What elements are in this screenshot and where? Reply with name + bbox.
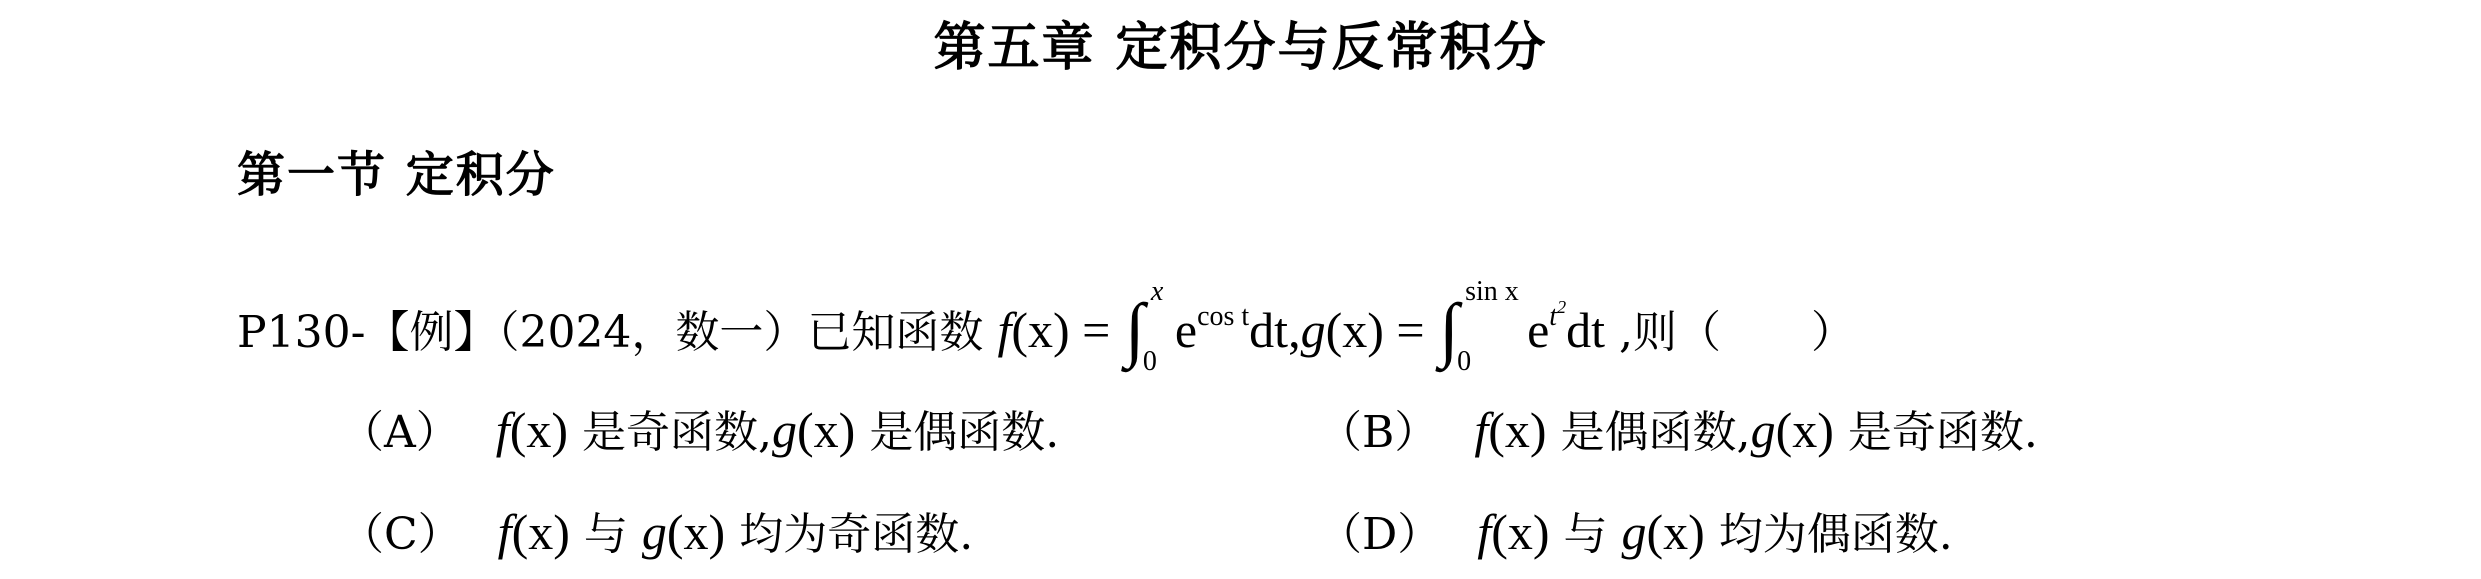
- option-c-g-arg: (x): [666, 504, 726, 560]
- option-b-g-arg: (x): [1775, 402, 1834, 458]
- option-c-label: （C）: [340, 509, 462, 560]
- option-c-text2: 均为奇函数.: [739, 509, 974, 560]
- problem-statement: [237, 262, 1855, 377]
- option-a-text1: 是奇函数,: [582, 407, 772, 458]
- integral-sign: ∫: [1439, 289, 1459, 369]
- problem-close-paren: ）: [1810, 307, 1855, 358]
- g-exponent-base: t: [1549, 301, 1558, 332]
- option-c: [340, 497, 973, 570]
- option-a-label: （A）: [340, 407, 460, 458]
- f-equals: =: [1082, 302, 1111, 358]
- option-c-g: g: [641, 504, 667, 560]
- option-b-f: f: [1474, 402, 1489, 458]
- option-d-g-arg: (x): [1646, 504, 1705, 560]
- option-d-f: f: [1477, 504, 1492, 560]
- option-b: [1318, 395, 2038, 468]
- f-base: e: [1174, 302, 1198, 358]
- option-a: [340, 395, 1059, 468]
- option-b-text1: 是偶函数,: [1560, 407, 1751, 458]
- f-integral: [1124, 276, 1171, 377]
- option-d-f-arg: (x): [1491, 504, 1550, 560]
- g-symbol: g: [1300, 302, 1326, 358]
- f-lower-limit: 0: [1142, 346, 1157, 377]
- f-differential: dt: [1249, 302, 1289, 358]
- f-exponent: cos t: [1197, 301, 1250, 332]
- option-c-text1: 与: [583, 509, 628, 560]
- option-b-label: （B）: [1318, 407, 1439, 458]
- option-b-text2: 是奇函数.: [1847, 407, 2038, 458]
- option-c-f-arg: (x): [511, 504, 570, 560]
- problem-prefix: P130-【例】（2024，数一）已知函数: [237, 307, 984, 358]
- option-a-f: f: [495, 402, 510, 458]
- option-a-f-arg: (x): [509, 402, 568, 458]
- f-argument: (x): [1011, 302, 1070, 358]
- option-d-text1: 与: [1563, 509, 1608, 560]
- chapter-title: 第五章 定积分与反常积分: [933, 17, 1548, 78]
- g-lower-limit: 0: [1457, 346, 1472, 377]
- option-d: [1318, 497, 1953, 570]
- g-integral: [1439, 276, 1523, 377]
- option-d-text2: 均为偶函数.: [1718, 509, 1953, 560]
- option-c-f: f: [497, 504, 512, 560]
- g-base: e: [1527, 302, 1550, 358]
- option-b-f-arg: (x): [1488, 402, 1547, 458]
- integral-sign: ∫: [1124, 289, 1145, 369]
- option-a-text2: 是偶函数.: [869, 407, 1060, 458]
- option-a-g-arg: (x): [797, 402, 856, 458]
- option-b-g: g: [1750, 402, 1776, 458]
- option-a-g: g: [772, 402, 797, 458]
- section-title: 第一节 定积分: [237, 147, 556, 203]
- g-equals: =: [1396, 302, 1425, 358]
- f-definition: [997, 262, 1605, 375]
- g-differential: dt: [1566, 302, 1605, 358]
- g-argument: (x): [1325, 302, 1384, 358]
- f-symbol: f: [997, 302, 1012, 358]
- g-exponent: [1549, 297, 1567, 332]
- g-exponent-power: 2: [1557, 297, 1567, 317]
- option-d-g: g: [1621, 504, 1647, 560]
- option-d-label: （D）: [1318, 509, 1442, 560]
- problem-suffix: ,则（: [1618, 307, 1721, 358]
- separator-comma: ,: [1288, 302, 1301, 358]
- f-upper-limit: x: [1150, 276, 1164, 307]
- g-upper-limit: sin x: [1465, 276, 1519, 307]
